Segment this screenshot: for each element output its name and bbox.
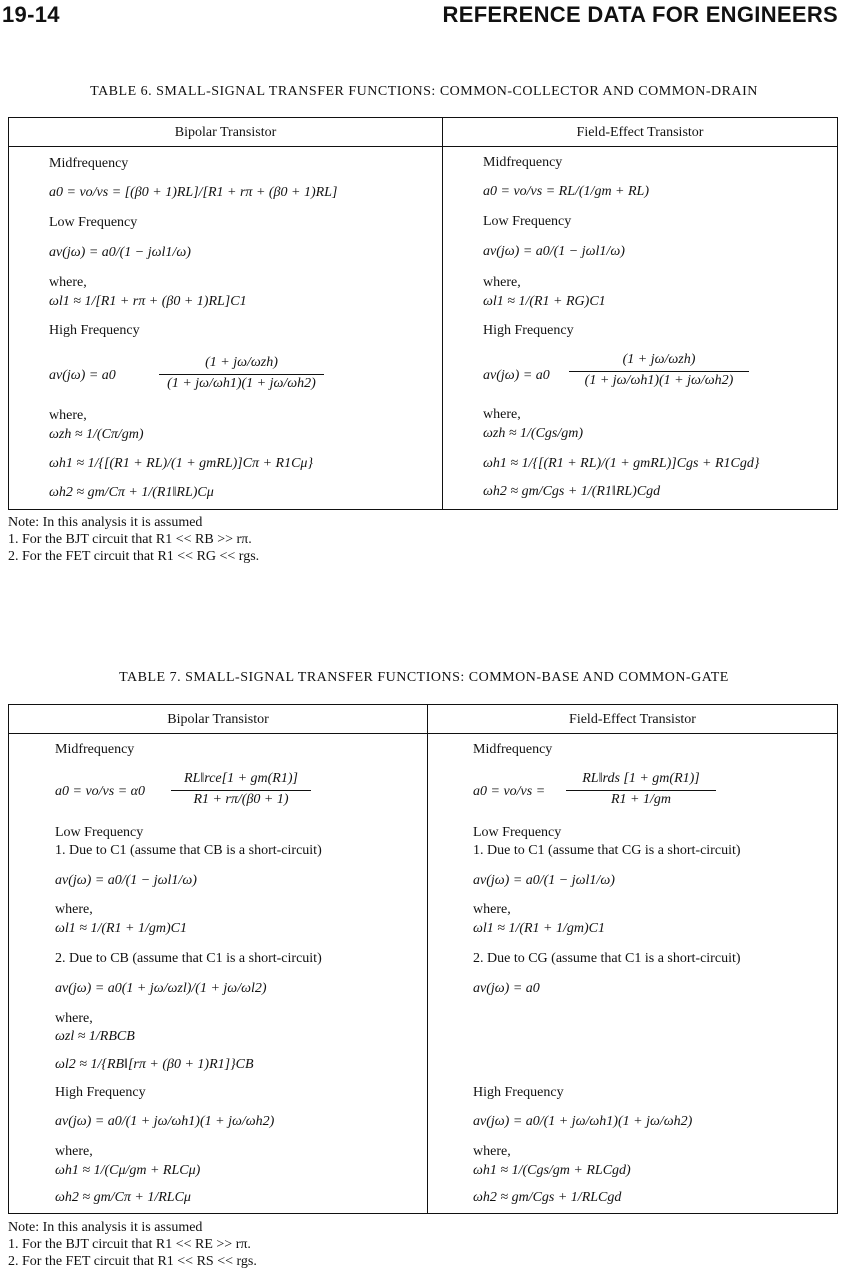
fraction-denominator: R1 + rπ/(β0 + 1) bbox=[193, 792, 289, 807]
t7-fet-mid-label: Midfrequency bbox=[473, 742, 553, 757]
t6-fet-where1: where, bbox=[483, 275, 521, 290]
t6-bjt-high-fraction bbox=[159, 355, 324, 395]
fraction-bar bbox=[159, 374, 324, 375]
t7-fet-where3: where, bbox=[473, 1144, 511, 1159]
t7-bjt-mid-label: Midfrequency bbox=[55, 742, 135, 757]
t7-bjt-where1: where, bbox=[55, 902, 93, 917]
column-divider bbox=[427, 705, 428, 1213]
t7-bjt-wl2: ωl2 ≈ 1/{RB‖[rπ + (β0 + 1)R1]}CB bbox=[55, 1057, 254, 1072]
t7-bjt-low-label: Low Frequency bbox=[55, 825, 144, 840]
fraction-bar bbox=[569, 371, 749, 372]
t6-fet-wh1: ωh1 ≈ 1/{[(R1 + RL)/(1 + gmRL)]Cgs + R1Cgd} bbox=[483, 456, 760, 471]
t7-bjt-low-eq2: av(jω) = a0(1 + jω/ωzl)/(1 + jω/ωl2) bbox=[55, 981, 267, 996]
table7 bbox=[8, 704, 838, 1214]
t7-fet-mid-lhs: a0 = vo/vs = bbox=[473, 784, 546, 799]
t6-bjt-high-label: High Frequency bbox=[49, 323, 140, 338]
t7-fet-where1: where, bbox=[473, 902, 511, 917]
t6-bjt-where2: where, bbox=[49, 408, 87, 423]
fraction-denominator: (1 + jω/ωh1)(1 + jω/ωh2) bbox=[584, 373, 734, 388]
t6-bjt-where1: where, bbox=[49, 275, 87, 290]
t7-bjt-wh1: ωh1 ≈ 1/(Cμ/gm + RLCμ) bbox=[55, 1163, 201, 1178]
t6-fet-where2: where, bbox=[483, 407, 521, 422]
fraction-denominator: (1 + jω/ωh1)(1 + jω/ωh2) bbox=[167, 376, 316, 391]
t7-note-line: Note: In this analysis it is assumed bbox=[8, 1220, 203, 1235]
t6-bjt-wl1: ωl1 ≈ 1/[R1 + rπ + (β0 + 1)RL]C1 bbox=[49, 294, 247, 309]
t7-fet-low-label: Low Frequency bbox=[473, 825, 562, 840]
t7-note-line: 1. For the BJT circuit that R1 << RE >> rπ. bbox=[8, 1237, 251, 1252]
table7-caption: TABLE 7. SMALL-SIGNAL TRANSFER FUNCTIONS: COMMON-BASE AND COMMON-GATE bbox=[119, 670, 729, 685]
fraction-numerator: (1 + jω/ωzh) bbox=[622, 352, 696, 367]
t7-bjt-low-item1: 1. Due to C1 (assume that CB is a short-circuit) bbox=[55, 843, 322, 858]
table6-header-bipolar: Bipolar Transistor bbox=[9, 118, 442, 147]
t7-fet-low-item1: 1. Due to C1 (assume that CG is a short-circuit) bbox=[473, 843, 741, 858]
t6-note-line: Note: In this analysis it is assumed bbox=[8, 515, 203, 530]
t6-fet-wl1: ωl1 ≈ 1/(R1 + RG)C1 bbox=[483, 294, 606, 309]
t7-fet-low-eq2: av(jω) = a0 bbox=[473, 981, 540, 996]
t6-bjt-high-lhs: av(jω) = a0 bbox=[49, 368, 116, 383]
t7-bjt-low-item2: 2. Due to CB (assume that C1 is a short-circuit) bbox=[55, 951, 322, 966]
t7-bjt-wzl: ωzl ≈ 1/RBCB bbox=[55, 1029, 135, 1044]
t7-fet-mid-fraction bbox=[566, 771, 716, 811]
t6-bjt-mid-label: Midfrequency bbox=[49, 156, 129, 171]
t6-note-line: 1. For the BJT circuit that R1 << RB >> rπ. bbox=[8, 532, 252, 547]
t7-bjt-wh2: ωh2 ≈ gm/Cπ + 1/RLCμ bbox=[55, 1190, 191, 1205]
t6-bjt-low-label: Low Frequency bbox=[49, 215, 138, 230]
fraction-bar bbox=[566, 790, 716, 791]
t6-bjt-wzh: ωzh ≈ 1/(Cπ/gm) bbox=[49, 427, 144, 442]
fraction-numerator: RL‖rce[1 + gm(R1)] bbox=[184, 771, 298, 786]
fraction-numerator: (1 + jω/ωzh) bbox=[205, 355, 278, 370]
t7-fet-wh2: ωh2 ≈ gm/Cgs + 1/RLCgd bbox=[473, 1190, 622, 1205]
running-title: REFERENCE DATA FOR ENGINEERS bbox=[442, 2, 838, 27]
t6-fet-low-label: Low Frequency bbox=[483, 214, 572, 229]
t6-fet-high-label: High Frequency bbox=[483, 323, 574, 338]
fraction-numerator: RL‖rds [1 + gm(R1)] bbox=[582, 771, 700, 786]
t7-fet-high-eq: av(jω) = a0/(1 + jω/ωh1)(1 + jω/ωh2) bbox=[473, 1114, 693, 1129]
t6-bjt-wh1: ωh1 ≈ 1/{[(R1 + RL)/(1 + gmRL)]Cπ + R1Cμ} bbox=[49, 456, 314, 471]
t6-fet-mid-eq: a0 = vo/vs = RL/(1/gm + RL) bbox=[483, 184, 649, 199]
table7-header-bipolar: Bipolar Transistor bbox=[9, 705, 427, 734]
t7-fet-wh1: ωh1 ≈ 1/(Cgs/gm + RLCgd) bbox=[473, 1163, 631, 1178]
t7-bjt-wl1: ωl1 ≈ 1/(R1 + 1/gm)C1 bbox=[55, 921, 188, 936]
column-divider bbox=[442, 118, 443, 509]
t6-fet-low-eq: av(jω) = a0/(1 − jωl1/ω) bbox=[483, 244, 625, 259]
table6 bbox=[8, 117, 838, 510]
t6-bjt-wh2: ωh2 ≈ gm/Cπ + 1/(R1‖RL)Cμ bbox=[49, 485, 214, 500]
t7-fet-low-item2: 2. Due to CG (assume that C1 is a short-circuit) bbox=[473, 951, 741, 966]
t6-note-line: 2. For the FET circuit that R1 << RG << rgs. bbox=[8, 549, 260, 564]
page-number: 19-14 bbox=[2, 2, 60, 27]
t6-bjt-low-eq: av(jω) = a0/(1 − jωl1/ω) bbox=[49, 245, 191, 260]
t6-fet-high-fraction bbox=[569, 352, 749, 392]
t7-note-line: 2. For the FET circuit that R1 << RS << rgs. bbox=[8, 1254, 257, 1269]
t7-bjt-where2: where, bbox=[55, 1011, 93, 1026]
t6-fet-wzh: ωzh ≈ 1/(Cgs/gm) bbox=[483, 426, 584, 441]
t6-fet-high-lhs: av(jω) = a0 bbox=[483, 368, 550, 383]
t7-fet-high-label: High Frequency bbox=[473, 1085, 564, 1100]
table6-header-fet: Field-Effect Transistor bbox=[443, 118, 837, 147]
table6-caption: TABLE 6. SMALL-SIGNAL TRANSFER FUNCTIONS: COMMON-COLLECTOR AND COMMON-DRAIN bbox=[90, 84, 758, 99]
t6-fet-mid-label: Midfrequency bbox=[483, 155, 563, 170]
t7-fet-wl1: ωl1 ≈ 1/(R1 + 1/gm)C1 bbox=[473, 921, 606, 936]
fraction-denominator: R1 + 1/gm bbox=[611, 792, 671, 807]
t7-bjt-high-label: High Frequency bbox=[55, 1085, 146, 1100]
t7-bjt-mid-lhs: a0 = vo/vs = α0 bbox=[55, 784, 146, 799]
t7-bjt-where3: where, bbox=[55, 1144, 93, 1159]
fraction-bar bbox=[171, 790, 311, 791]
t6-bjt-mid-eq: a0 = vo/vs = [(β0 + 1)RL]/[R1 + rπ + (β0 + 1)RL] bbox=[49, 185, 338, 200]
t7-bjt-mid-fraction bbox=[171, 771, 311, 811]
t7-bjt-high-eq: av(jω) = a0/(1 + jω/ωh1)(1 + jω/ωh2) bbox=[55, 1114, 275, 1129]
t7-bjt-low-eq1: av(jω) = a0/(1 − jωl1/ω) bbox=[55, 873, 197, 888]
t6-fet-wh2: ωh2 ≈ gm/Cgs + 1/(R1‖RL)Cgd bbox=[483, 484, 661, 499]
table7-header-fet: Field-Effect Transistor bbox=[428, 705, 837, 734]
t7-fet-low-eq1: av(jω) = a0/(1 − jωl1/ω) bbox=[473, 873, 615, 888]
